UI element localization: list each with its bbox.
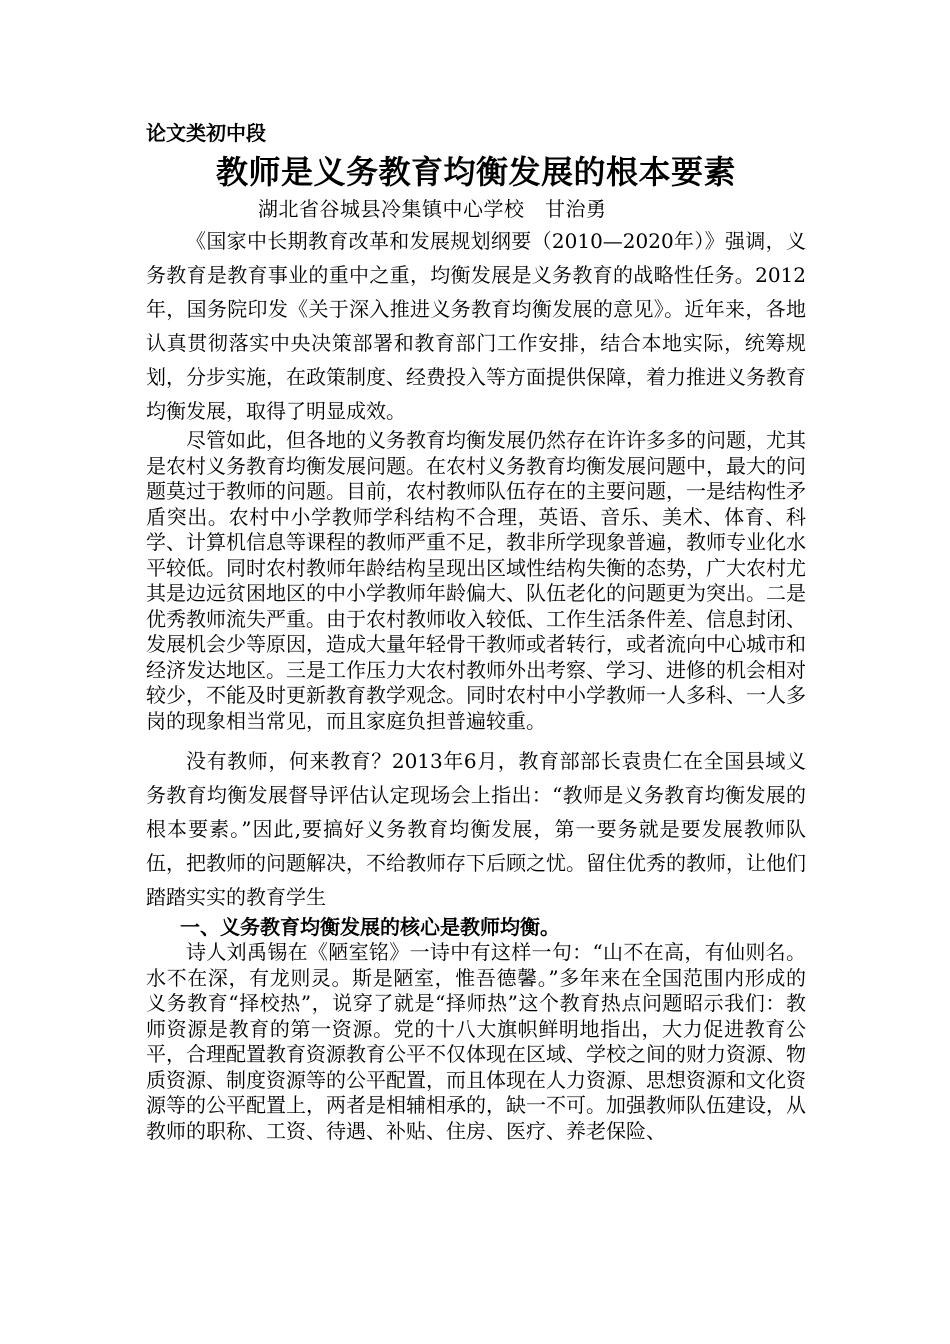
paragraph-section-one: 诗人刘禹锡在《陋室铭》一诗中有这样一句：“山不在高，有仙则名。水不在深，有龙则灵。斯是陋室，惟吾德馨。”多年来在全国范围内形成的义务教育“择校热”，说穿了就是“择师热”这个教育热点问题昭示我们：教师资源是教育的第一资源。党的十八大旗帜鲜明地指出，大力促进教育公平，合理配置教育资源教育公平不仅体现在区域、学校之间的财力资源、物质资源、制度资源等的公平配置，而且体现在人力资源、思想资源和文化资源等的公平配置上，两者是相辅相承的，缺一不可。加强教师队伍建设，从教师的职称、工资、待遇、补贴、住房、医疗、养老保险、 [146, 940, 806, 1143]
paragraph-intro: 《国家中长期教育改革和发展规划纲要（2010—2020年）》强调，义务教育是教育事业的重中之重，均衡发展是义务教育的战略性任务。2012年，国务院印发《关于深入推进义务教育均衡发展的意见》。近年来，各地认真贯彻落实中央决策部署和教育部门工作安排，结合本地实际，统筹规划，分步实施，在政策制度、经费投入等方面提供保障，着力推进义务教育均衡发展，取得了明显成效。 [146, 229, 806, 423]
document-author: 湖北省谷城县冷集镇中心学校 甘治勇 [258, 197, 607, 221]
section-heading: 一、义务教育均衡发展的核心是教师均衡。 [180, 915, 560, 939]
document-page [146, 118, 806, 1144]
paragraph-problems: 尽管如此，但各地的义务教育均衡发展仍然存在许许多多的问题，尤其是农村义务教育均衡发展问题。在农村义务教育均衡发展问题中，最大的问题莫过于教师的问题。目前，农村教师队伍存在的主要问题，一是结构性矛盾突出。农村中小学教师学科结构不合理，英语、音乐、美术、体育、科学、计算机信息等课程的教师严重不足，教非所学现象普遍，教师专业化水平较低。同时农村教师年龄结构呈现出区域性结构失衡的态势，广大农村尤其是边远贫困地区的中小学教师年龄偏大、队伍老化的问题更为突出。二是优秀教师流失严重。由于农村教师收入较低、工作生活条件差、信息封闭、发展机会少等原因，造成大量年轻骨干教师或者转行，或者流向中心城市和经济发达地区。三是工作压力大农村教师外出考察、学习、进修的机会相对较少，不能及时更新教育教学观念。同时农村中小学教师一人多科、一人多岗的现象相当常见，而且家庭负担普遍较重。 [146, 428, 806, 733]
document-category: 论文类初中段 [146, 121, 266, 145]
document-title: 教师是义务教育均衡发展的根本要素 [215, 153, 736, 191]
paragraph-teachers: 没有教师，何来教育？2013年6月，教育部部长袁贵仁在全国县域义务教育均衡发展督导评估认定现场会上指出：“教师是义务教育均衡发展的根本要素。”因此,要搞好义务教育均衡发展，第一要务就是要发展教师队伍，把教师的问题解决，不给教师存下后顾之忧。留住优秀的教师，让他们踏踏实实的教育学生 [146, 749, 806, 909]
